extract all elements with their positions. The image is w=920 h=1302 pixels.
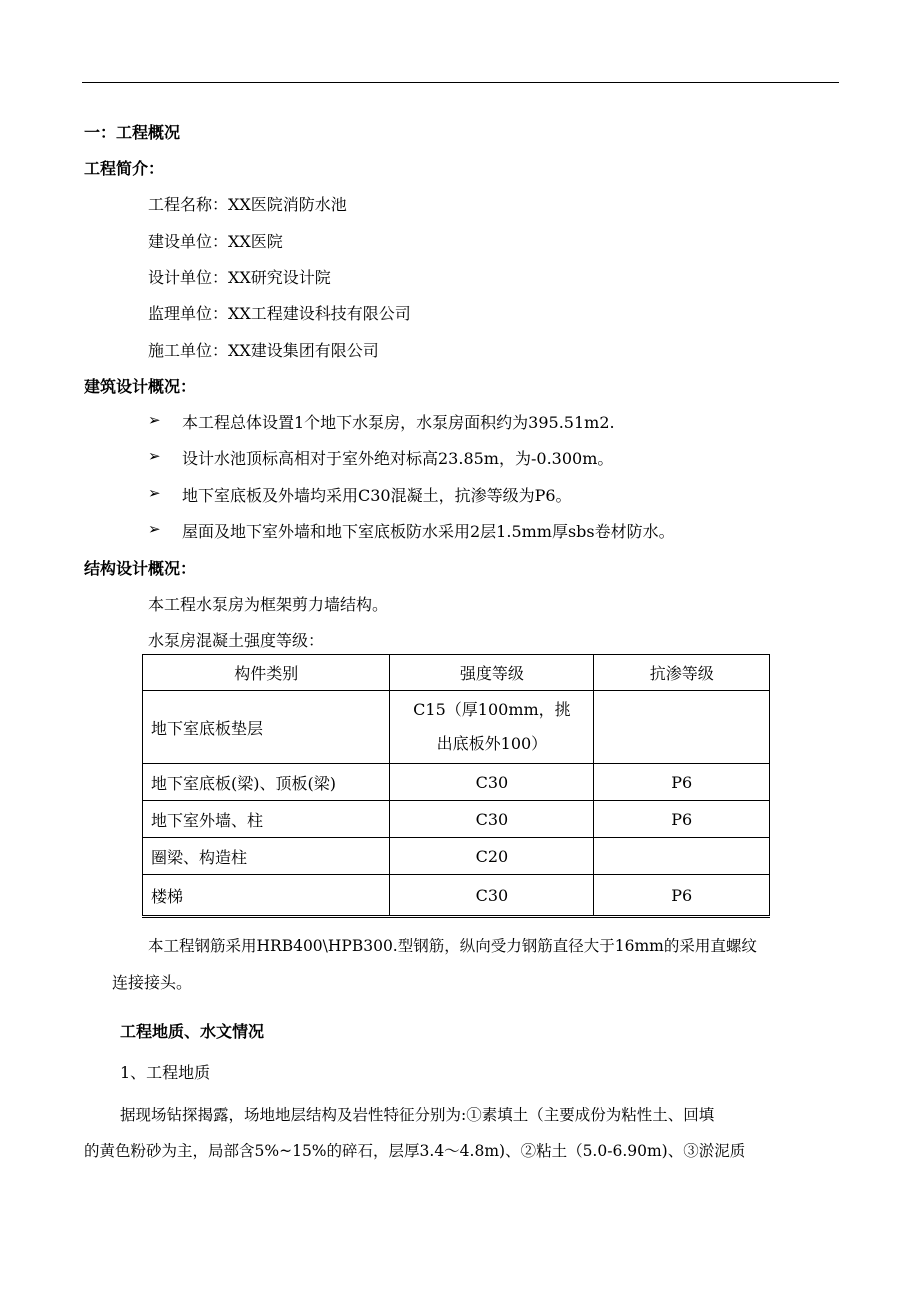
table-cell: C30 [390, 764, 594, 801]
table-header-row [143, 655, 770, 691]
geo-heading: 工程地质、水文情况 [120, 1022, 265, 1041]
table-cell [594, 691, 770, 764]
arch-item: 本工程总体设置1个地下水泵房，水泵房面积约为395.51m2. [182, 413, 615, 432]
table-cell: C30 [390, 801, 594, 838]
struct-text: 水泵房混凝土强度等级： [148, 631, 325, 650]
table-header-cell: 构件类别 [143, 655, 390, 691]
arch-item: 设计水池顶标高相对于室外绝对标高23.85m，为-0.300m。 [182, 449, 614, 468]
header-rule [82, 82, 839, 83]
arch-item: 屋面及地下室外墙和地下室底板防水采用2层1.5mm厚sbs卷材防水。 [182, 522, 675, 541]
table-row [143, 801, 770, 838]
table-row [143, 764, 770, 801]
table-row [143, 875, 770, 917]
rebar-text: 本工程钢筋采用HRB400\HPB300.型钢筋，纵向受力钢筋直径大于16mm的采用直螺纹 [148, 937, 757, 955]
arrow-bullet-icon: ➢ [148, 411, 161, 429]
table-cell: P6 [594, 764, 770, 801]
section-title: 一：工程概况 [84, 123, 181, 142]
project-name: 工程名称：XX医院消防水池 [148, 195, 347, 214]
table-cell: C20 [390, 838, 594, 875]
construction-unit: 施工单位：XX建设集团有限公司 [148, 341, 379, 360]
table-cell [594, 838, 770, 875]
table-cell: 地下室外墙、柱 [143, 801, 390, 838]
owner-unit: 建设单位：XX医院 [148, 232, 283, 251]
design-unit: 设计单位：XX研究设计院 [148, 268, 331, 287]
table-cell: 圈梁、构造柱 [143, 838, 390, 875]
table-row [143, 691, 770, 764]
geo-paragraph: 据现场钻探揭露，场地地层结构及岩性特征分别为:①素填土（主要成份为粘性土、回填 [120, 1106, 715, 1124]
arch-heading: 建筑设计概况： [84, 377, 197, 396]
struct-heading: 结构设计概况： [84, 559, 197, 578]
struct-text: 本工程水泵房为框架剪力墙结构。 [148, 595, 389, 614]
table-cell: 楼梯 [143, 875, 390, 917]
table-cell: P6 [594, 875, 770, 917]
supervision-unit: 监理单位：XX工程建设科技有限公司 [148, 304, 411, 323]
arrow-bullet-icon: ➢ [148, 484, 161, 502]
rebar-text: 连接接头。 [112, 973, 193, 992]
table-cell: P6 [594, 801, 770, 838]
table-cell [390, 691, 594, 764]
arrow-bullet-icon: ➢ [148, 447, 161, 465]
arrow-bullet-icon: ➢ [148, 520, 161, 538]
table-cell-text: C15（厚100mm，挑出底板外100） [413, 700, 571, 753]
intro-heading: 工程简介： [84, 159, 165, 178]
concrete-grade-table [142, 654, 770, 918]
table-cell: C30 [390, 875, 594, 917]
table-header-cell: 强度等级 [390, 655, 594, 691]
arch-item: 地下室底板及外墙均采用C30混凝土，抗渗等级为P6。 [182, 486, 572, 505]
geo-paragraph: 的黄色粉砂为主，局部含5%~15%的碎石，层厚3.4～4.8m)、②粘土（5.0-6.90m)、③淤泥质 [84, 1142, 746, 1160]
table-header-cell: 抗渗等级 [594, 655, 770, 691]
table-cell: 地下室底板(梁)、顶板(梁) [143, 764, 390, 801]
table-row [143, 838, 770, 875]
geo-subheading: 1、工程地质 [120, 1063, 211, 1082]
table-cell: 地下室底板垫层 [143, 691, 390, 764]
